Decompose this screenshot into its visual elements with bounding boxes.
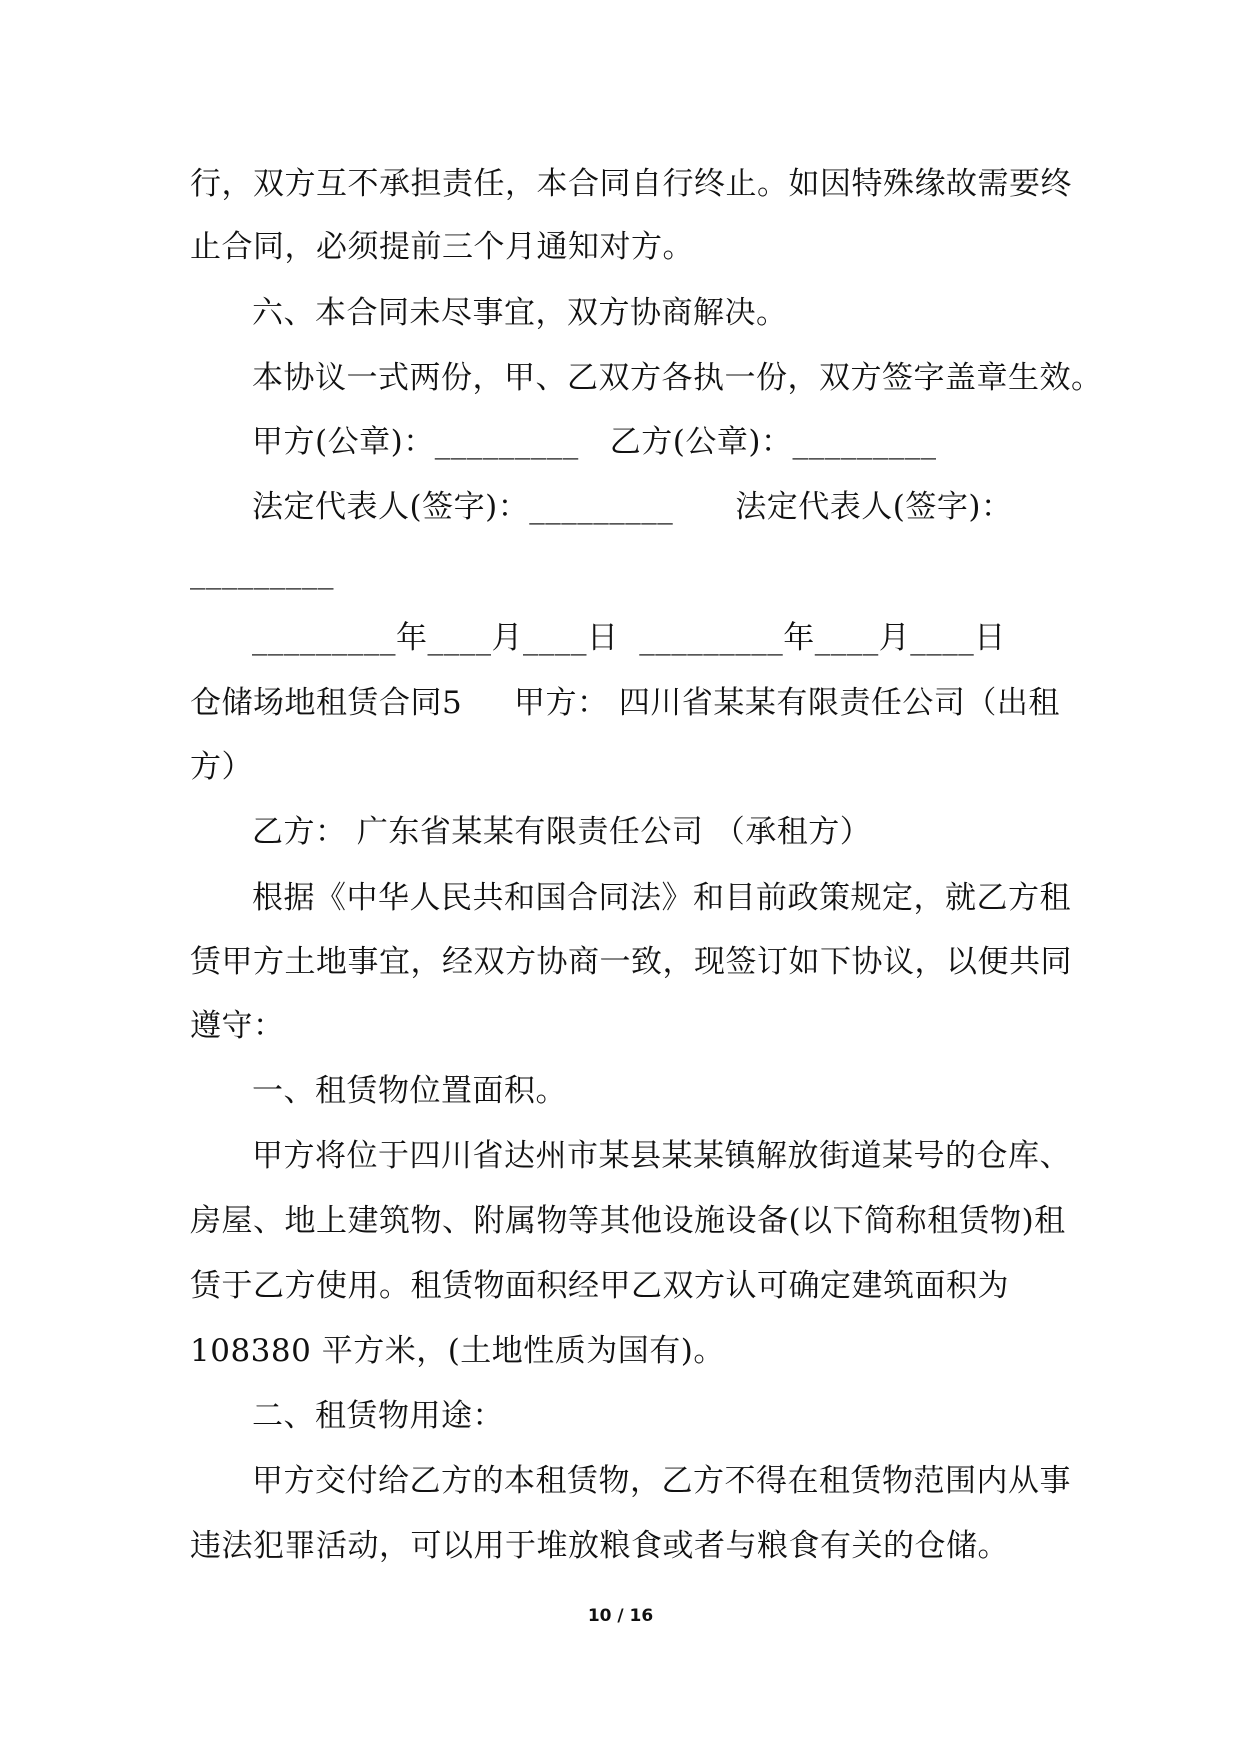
- text-line-4: 本协议一式两份，甲、乙双方各执一份，双方签字盖章生效。: [252, 360, 1103, 396]
- page-number: 10 / 16: [587, 1606, 654, 1626]
- text-line-17: 房屋、地上建筑物、附属物等其他设施设备(以下简称租赁物)租: [190, 1203, 1066, 1239]
- contract-title-line: 仓储场地租赁合同5 甲方： 四川省某某有限责任公司（出租: [190, 685, 1060, 721]
- text-line-14: 遵守：: [190, 1008, 285, 1044]
- text-line-13: 赁甲方土地事宜，经双方协商一致，现签订如下协议，以便共同: [190, 944, 1072, 980]
- text-line-1: 行，双方互不承担责任，本合同自行终止。如因特殊缘故需要终: [190, 166, 1072, 202]
- party-b-line: 乙方： 广东省某某有限责任公司 （承租方）: [252, 814, 872, 850]
- text-line-10: 方）: [190, 749, 253, 785]
- signature-line-representative: 法定代表人(签字)：_________ 法定代表人(签字)：: [252, 489, 1013, 525]
- text-line-3: 六、本合同未尽事宜，双方协商解决。: [252, 295, 788, 331]
- text-line-18: 赁于乙方使用。租赁物面积经甲乙双方认可确定建筑面积为: [190, 1268, 1009, 1304]
- text-line-19: 108380 平方米，(土地性质为国有)。: [190, 1333, 725, 1369]
- date-line: _________年____月____日 _________年____月____日: [252, 620, 1006, 656]
- signature-line-blank: _________: [190, 554, 334, 590]
- text-line-2: 止合同，必须提前三个月通知对方。: [190, 229, 694, 265]
- text-line-16: 甲方将位于四川省达州市某县某某镇解放街道某号的仓库、: [252, 1138, 1071, 1174]
- text-line-12: 根据《中华人民共和国合同法》和目前政策规定，就乙方租: [252, 880, 1071, 916]
- text-line-21: 甲方交付给乙方的本租赁物，乙方不得在租赁物范围内从事: [252, 1463, 1071, 1499]
- signature-line-company: 甲方(公章)：_________ 乙方(公章)：_________: [252, 424, 937, 460]
- section-heading-2: 二、租赁物用途：: [252, 1398, 504, 1434]
- text-line-22: 违法犯罪活动，可以用于堆放粮食或者与粮食有关的仓储。: [190, 1528, 1009, 1564]
- section-heading-1: 一、租赁物位置面积。: [252, 1073, 567, 1109]
